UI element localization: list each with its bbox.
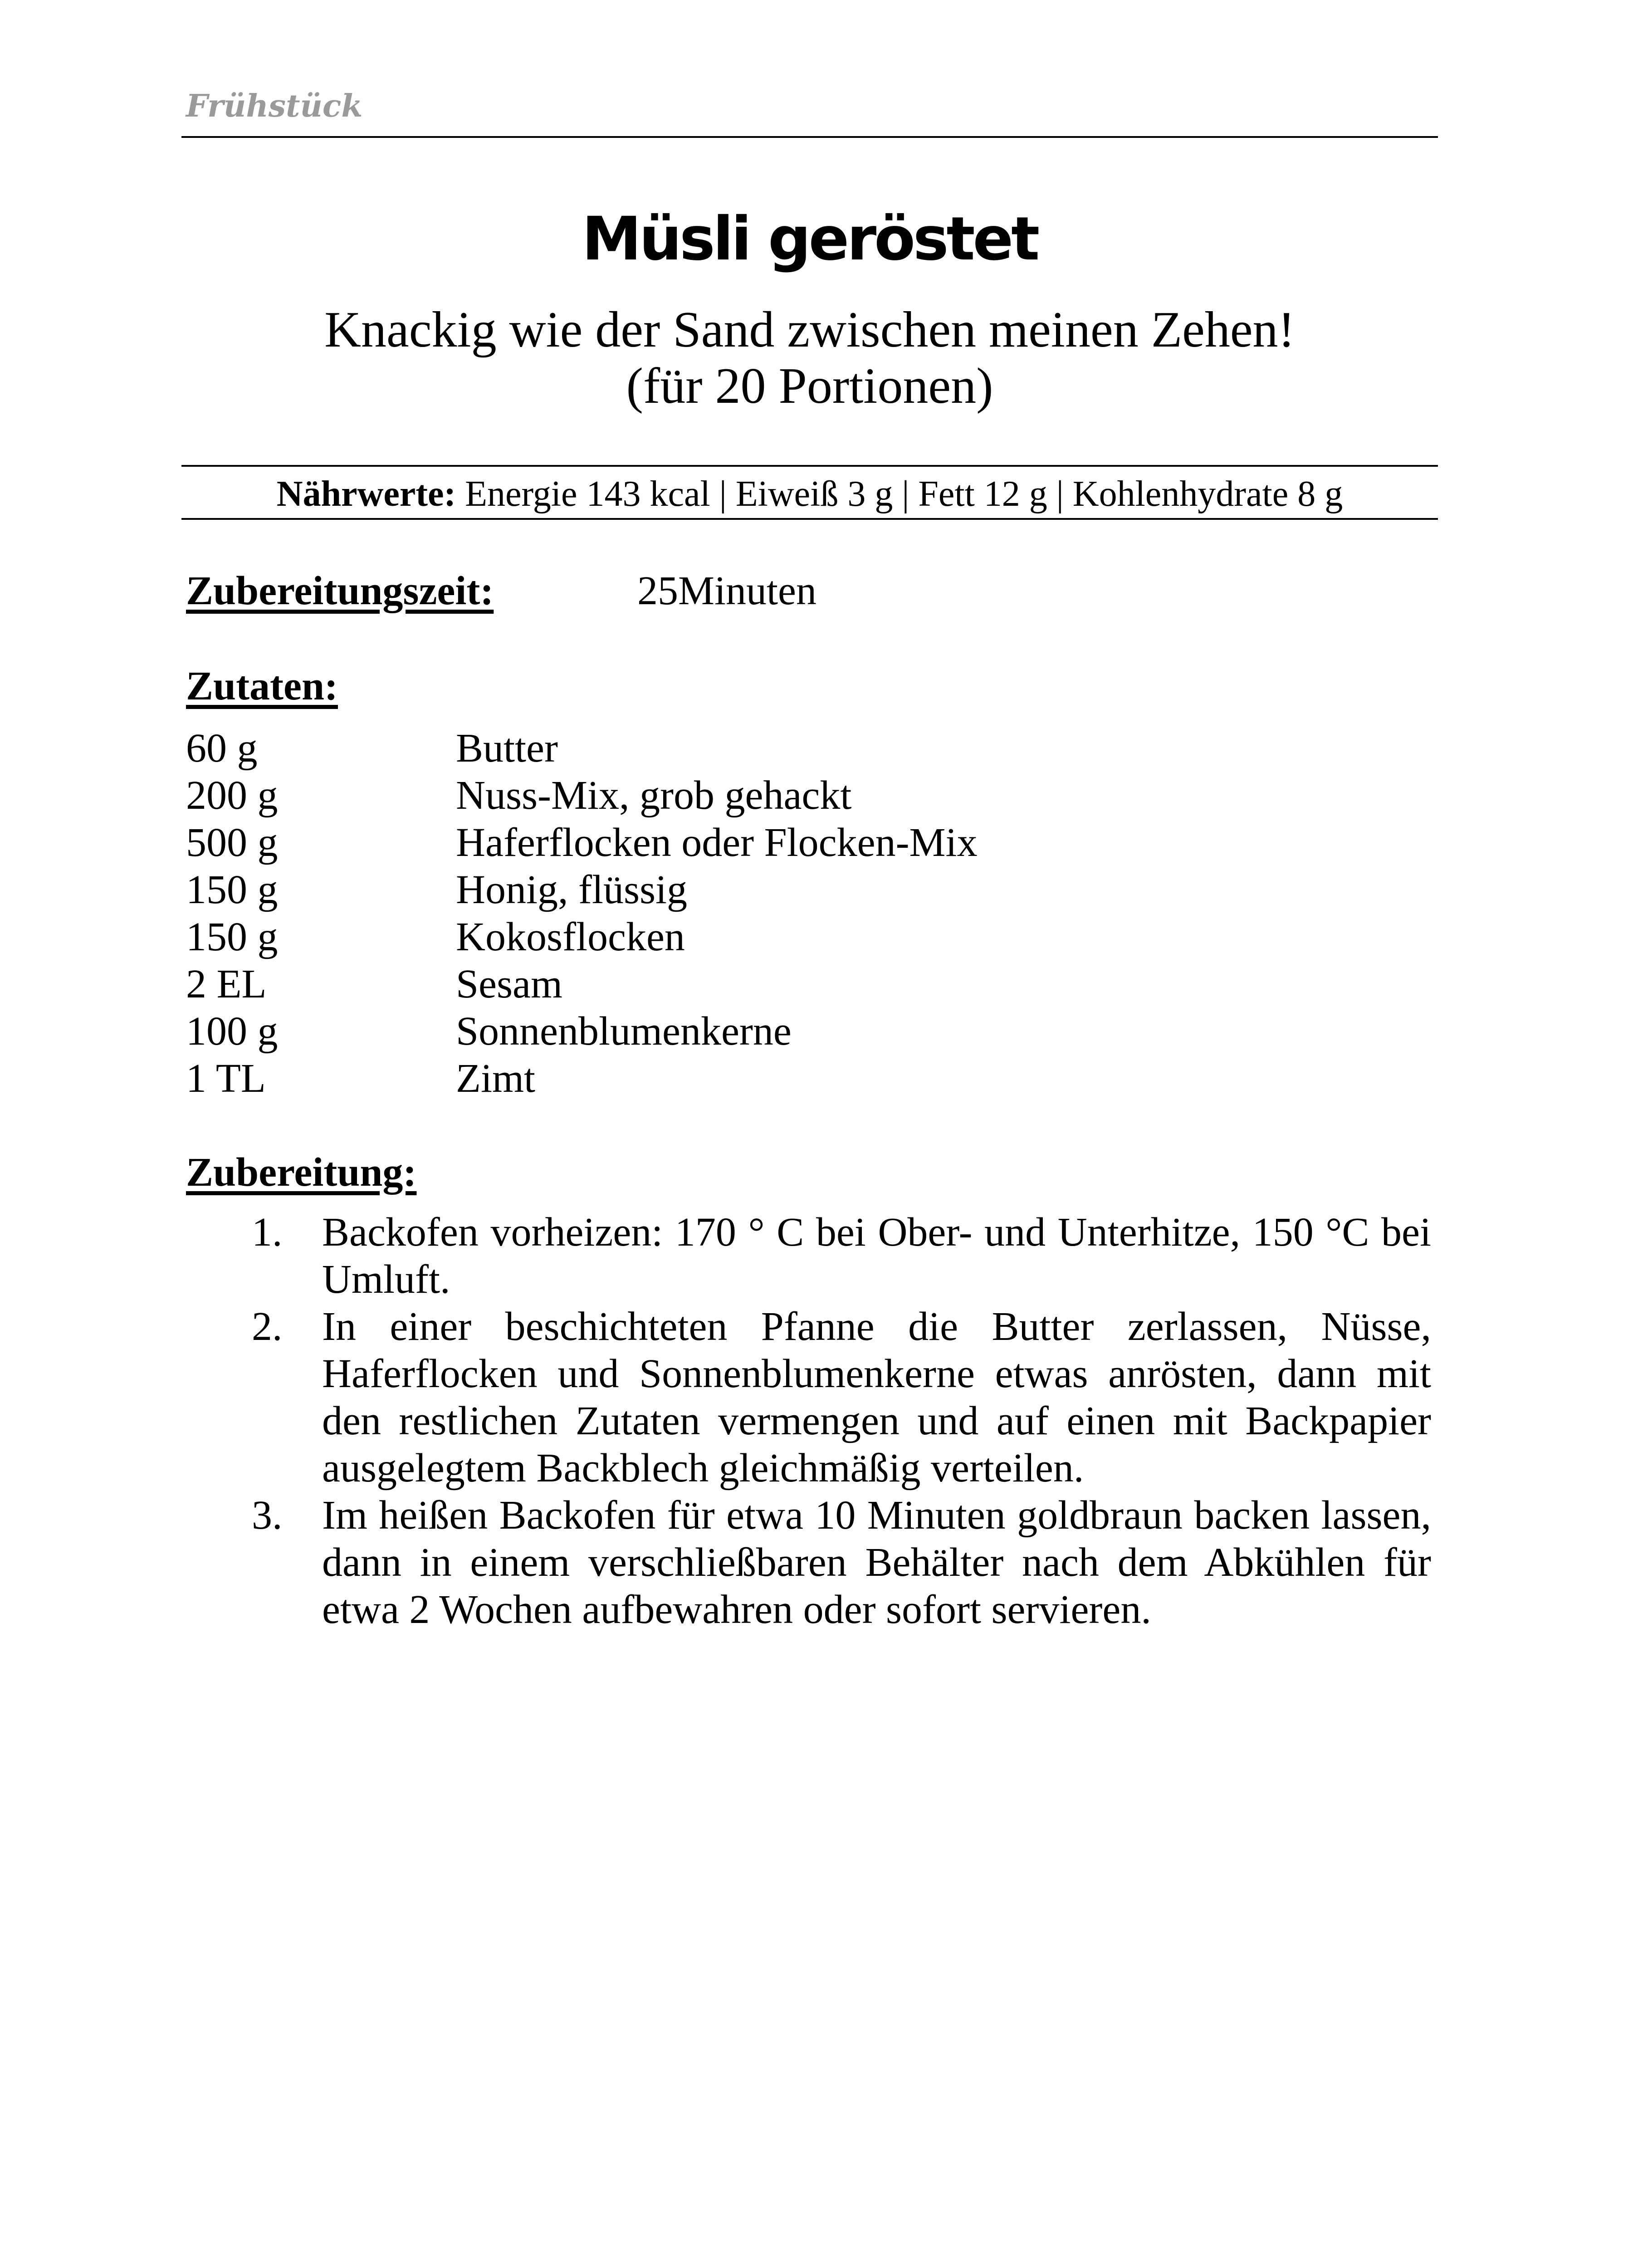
recipe-title: Müsli geröstet	[582, 204, 1038, 274]
recipe-servings: (für 20 Portionen)	[626, 358, 993, 414]
ingredient-row	[186, 914, 978, 961]
ingredients-heading: Zutaten:	[186, 664, 338, 709]
preparation-step	[252, 1492, 1431, 1633]
prep-time-label: Zubereitungszeit:	[186, 568, 494, 613]
ingredient-row	[186, 961, 978, 1008]
recipe-subtitle	[181, 302, 1438, 414]
ingredient-name: Haferflocken oder Flocken-Mix	[456, 820, 978, 865]
nutrition-rule-top	[181, 465, 1438, 467]
step-number: 3.	[252, 1493, 283, 1538]
nutrition-box	[181, 474, 1438, 514]
ingredient-row	[186, 772, 978, 819]
nutrition-label: Nährwerte:	[276, 474, 456, 514]
ingredient-name: Zimt	[456, 1056, 535, 1101]
preparation-step	[252, 1209, 1431, 1303]
ingredient-quantity: 200 g	[186, 773, 278, 818]
ingredient-row	[186, 1008, 978, 1055]
ingredient-name: Honig, flüssig	[456, 867, 688, 912]
ingredient-name: Sonnenblumenkerne	[456, 1009, 792, 1054]
ingredient-name: Butter	[456, 726, 558, 771]
ingredient-quantity: 150 g	[186, 914, 278, 959]
ingredient-row	[186, 866, 978, 914]
ingredient-name: Kokosflocken	[456, 914, 685, 959]
step-number: 2.	[252, 1304, 283, 1349]
preparation-heading: Zubereitung:	[186, 1150, 417, 1195]
ingredient-name: Sesam	[456, 962, 562, 1007]
preparation-steps	[252, 1209, 1431, 1633]
ingredient-row	[186, 1055, 978, 1102]
ingredient-quantity: 100 g	[186, 1009, 278, 1054]
preparation-step	[252, 1303, 1431, 1492]
step-text: Im heißen Backofen für etwa 10 Minuten goldbraun backen lassen, dann in einem verschließbaren Behälter nach dem Abkühlen für etwa 2 Wochen aufbewahren oder sofort servieren.	[322, 1493, 1431, 1632]
nutrition-values: Energie 143 kcal | Eiweiß 3 g | Fett 12 g | Kohlenhydrate 8 g	[465, 474, 1343, 514]
nutrition-rule-bottom	[181, 518, 1438, 520]
step-text: Backofen vorheizen: 170 ° C bei Ober- und Unterhitze, 150 °C bei Umluft.	[322, 1210, 1431, 1302]
ingredient-list	[186, 725, 978, 1102]
ingredient-quantity: 2 EL	[186, 962, 267, 1007]
ingredient-row	[186, 819, 978, 866]
header-rule	[181, 136, 1438, 138]
ingredient-row	[186, 725, 978, 772]
step-text: In einer beschichteten Pfanne die Butter zerlassen, Nüsse, Haferflocken und Sonnenblumenkerne etwas anrösten, dann mit den restlichen Zutaten vermengen und auf einen mit Backpapier ausgelegtem Backblech gleichmäßig verteilen.	[322, 1304, 1431, 1491]
ingredient-quantity: 500 g	[186, 820, 278, 865]
ingredient-quantity: 150 g	[186, 867, 278, 912]
ingredient-quantity: 1 TL	[186, 1056, 266, 1101]
step-number: 1.	[252, 1210, 283, 1255]
ingredient-name: Nuss-Mix, grob gehackt	[456, 773, 852, 818]
section-header: Frühstück	[186, 88, 363, 124]
ingredient-quantity: 60 g	[186, 726, 258, 771]
recipe-tagline: Knackig wie der Sand zwischen meinen Zehen!	[324, 302, 1295, 358]
prep-time-value: 25Minuten	[637, 568, 816, 613]
